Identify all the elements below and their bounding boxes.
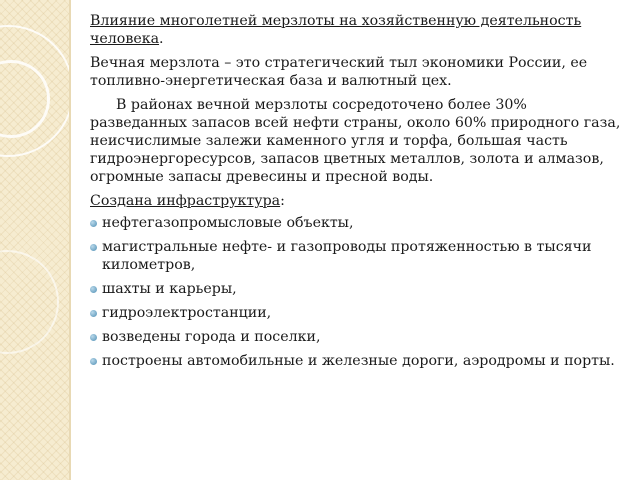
- definition-paragraph: Вечная мерзлота – это стратегический тыл экономики России, ее топливно-энергетическая база и валютный цех.: [90, 55, 588, 89]
- slide-content: [90, 12, 626, 376]
- infrastructure-suffix: :: [280, 193, 285, 209]
- list-item-text: магистральные нефте- и газопроводы протяженностью в тысячи километров,: [102, 239, 592, 273]
- bullet-icon: [90, 244, 97, 251]
- list-item-text: возведены города и поселки,: [102, 329, 321, 345]
- list-item-text: гидроэлектростанции,: [102, 305, 272, 321]
- bullet-icon: [90, 286, 97, 293]
- list-item: [90, 328, 626, 346]
- slide-heading: [90, 12, 626, 48]
- bullet-icon: [90, 334, 97, 341]
- list-item-text: шахты и карьеры,: [102, 281, 237, 297]
- decorative-side-strip: [0, 0, 70, 480]
- bullet-icon: [90, 358, 97, 365]
- list-item-text: нефтегазопромысловые объекты,: [102, 215, 354, 231]
- heading-suffix: .: [159, 31, 164, 47]
- list-item-text: построены автомобильные и железные дороги, аэродромы и порты.: [102, 353, 615, 369]
- infrastructure-list: [90, 214, 626, 370]
- resources-paragraph: В районах вечной мерзлоты сосредоточено более 30% разведанных запасов всей нефти страны, около 60% природного газа, неисчислимые залежи каменного угля и торфа, большая часть гидроэнергоресурсов, запасов цветных металлов, золота и алмазов, огромные запасы древесины и пресной воды.: [90, 97, 621, 185]
- list-item: [90, 238, 626, 274]
- heading-title: Влияние многолетней мерзлоты на хозяйственную деятельность человека: [90, 13, 582, 47]
- list-item: [90, 280, 626, 298]
- bullet-icon: [90, 310, 97, 317]
- bullet-icon: [90, 220, 97, 227]
- strip-divider: [69, 0, 71, 480]
- list-item: [90, 352, 626, 370]
- infrastructure-heading: [90, 192, 626, 210]
- decorative-circle: [0, 250, 59, 354]
- infrastructure-label: Создана инфраструктура: [90, 193, 281, 209]
- list-item: [90, 214, 626, 232]
- list-item: [90, 304, 626, 322]
